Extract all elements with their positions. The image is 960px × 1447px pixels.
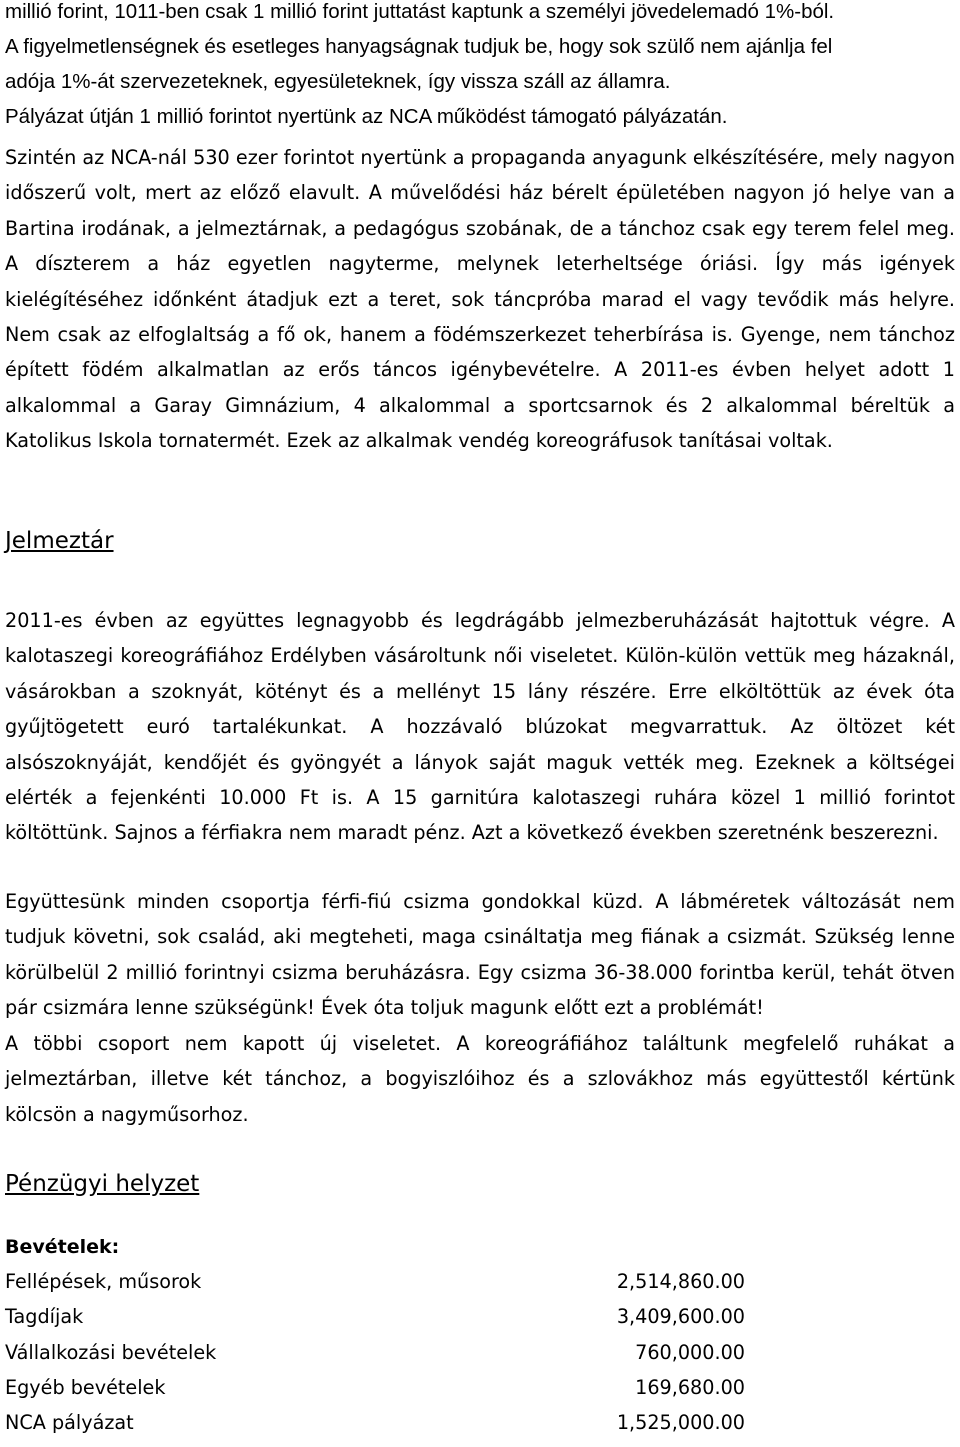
income-label: NCA pályázat <box>5 1411 134 1434</box>
income-amount: 2,514,860.00 <box>616 1270 745 1293</box>
intro-line-1-text: millió forint, 1011-ben csak 1 millió forint juttatást kaptunk a személyi jövedelemadó 1%-ból. <box>5 0 835 23</box>
jelmeztar-paragraph-3: A többi csoport nem kapott új viseletet. A koreográfiához találtunk megfelelő ruhákat a jelmeztárban, illetve két tánchoz, a bogyiszlóihoz és a szlovákhoz más együttestől kértünk kölcsön a nagyműsorhoz. <box>5 1032 955 1126</box>
income-row <box>5 1305 745 1341</box>
income-row <box>5 1411 745 1447</box>
jelmeztar-paragraph-2: Együttesünk minden csoportja férfi-fiú csizma gondokkal küzd. A lábméretek változását nem tudjuk követni, sok család, aki megteheti, maga csináltatja meg fiának a csizmát. Szükség lenne körülbelül 2 millió forintnyi csizma beruházásra. Egy csizma 36-38.000 forintba kerül, tehát ötven pár csizmára lenne szükségünk! Évek óta toljuk magunk előtt ezt a problémát! <box>5 890 955 1020</box>
income-row <box>5 1341 745 1377</box>
income-label: Fellépések, műsorok <box>5 1270 202 1293</box>
intro-line-4-text: Pályázat útján 1 millió forintot nyertünk az NCA működést támogató pályázatán. <box>5 105 728 128</box>
intro-paragraph-rest: Szintén az NCA-nál 530 ezer forintot nyertünk a propaganda anyagunk elkészítésére, mely nagyon időszerű volt, mert az előző elavult. A művelődési ház bérelt épületében nagyon jó helye van a Bartina irodának, a jelmeztárnak, a pedagógus szobának, de a tánchoz csak egy terem felel meg. A díszterem a ház egyetlen nagyterme, melynek leterheltsége óriási. Így más igények kielégítéséhez időnként átadjuk ezt a teret, sok táncpróba marad el vagy tevődik más helyre. Nem csak az elfoglaltság a fő ok, hanem a födémszerkezet teherbírása is. Gyenge, nem tánchoz épített födém alkalmatlan az erős táncos igénybevételre. A 2011-es évben helyet adott 1 alkalommal a Garay Gimnázium, 4 alkalommal a sportcsarnok és 2 alkalommal béreltük a Katolikus Iskola tornatermét. Ezek az alkalmak vendég koreográfusok tanításai voltak. <box>5 146 955 453</box>
intro-line-3 <box>5 70 955 94</box>
income-amount: 760,000.00 <box>635 1341 745 1364</box>
intro-line-2 <box>5 35 955 59</box>
intro-line-3-text: adója 1%-át szervezeteknek, egyesületeknek, így vissza száll az államra. <box>5 70 671 93</box>
income-row <box>5 1270 745 1306</box>
section-heading-finance: Pénzügyi helyzet <box>5 1171 200 1197</box>
income-amount: 1,525,000.00 <box>616 1411 745 1434</box>
income-amount: 3,409,600.00 <box>616 1305 745 1328</box>
income-subheading: Bevételek: <box>5 1236 120 1258</box>
income-label: Tagdíjak <box>5 1305 84 1328</box>
section-heading-jelmeztar: Jelmeztár <box>5 528 114 554</box>
intro-line-2-text: A figyelmetlenségnek és esetleges hanyagságnak tudjuk be, hogy sok szülő nem ajánlja fel <box>5 35 833 58</box>
intro-line-4 <box>5 105 955 129</box>
jelmeztar-paragraph-1: 2011-es évben az együttes legnagyobb és legdrágább jelmezberuházását hajtottuk végre. A kalotaszegi koreográfiához Erdélyben vásároltunk női viseletet. Külön-külön vettük meg házaknál, vásárokban a szoknyát, kötényt és a mellényt 15 lány részére. Erre elköltöttük az évek óta gyűjtögetett euró tartalékunkat. A hozzávaló blúzokat megvarrattuk. Az öltözet két alsószoknyáját, kendőjét és gyöngyét a lányok saját maguk vették meg. Ezeknek a költségei elérték a fejenkénti 10.000 Ft is. A 15 garnitúra kalotaszegi ruhára közel 1 millió forintot költöttünk. Sajnos a férfiakra nem maradt pénz. Azt a következő években szeretnénk beszerezni. <box>5 609 955 845</box>
income-row <box>5 1376 745 1412</box>
income-amount: 169,680.00 <box>635 1376 745 1399</box>
income-label: Egyéb bevételek <box>5 1376 166 1399</box>
income-label: Vállalkozási bevételek <box>5 1341 217 1364</box>
intro-line-1 <box>5 0 955 24</box>
